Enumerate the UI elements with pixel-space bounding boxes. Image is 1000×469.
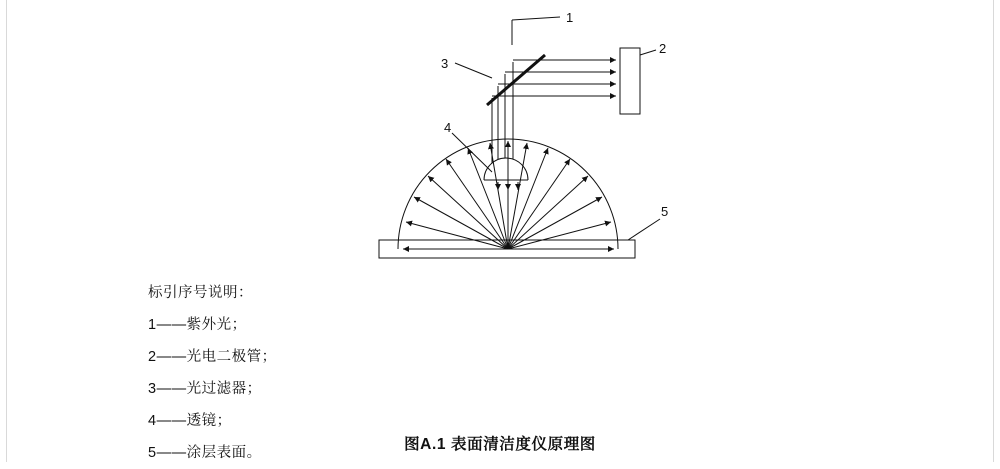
callout-label-3: 3 (441, 56, 449, 71)
callout-label-4: 4 (444, 120, 452, 135)
legend-item-2: 2——光电二极管； (148, 349, 277, 365)
page-border-left (6, 0, 7, 462)
callout-label-1: 1 (566, 10, 574, 25)
principle-diagram (330, 0, 730, 290)
callout-label-2: 2 (659, 41, 667, 56)
legend-item-3: 3——光过滤器； (148, 381, 262, 397)
callout-label-5: 5 (661, 204, 669, 219)
legend-item-5: 5——涂层表面。 (148, 445, 262, 461)
figure-caption: 图A.1 表面清洁度仪原理图 (404, 436, 596, 453)
legend-item-4: 4——透镜； (148, 413, 232, 429)
legend-title: 标引序号说明： (148, 285, 253, 301)
page-border-right (993, 0, 994, 462)
legend-item-1: 1——紫外光； (148, 317, 247, 333)
